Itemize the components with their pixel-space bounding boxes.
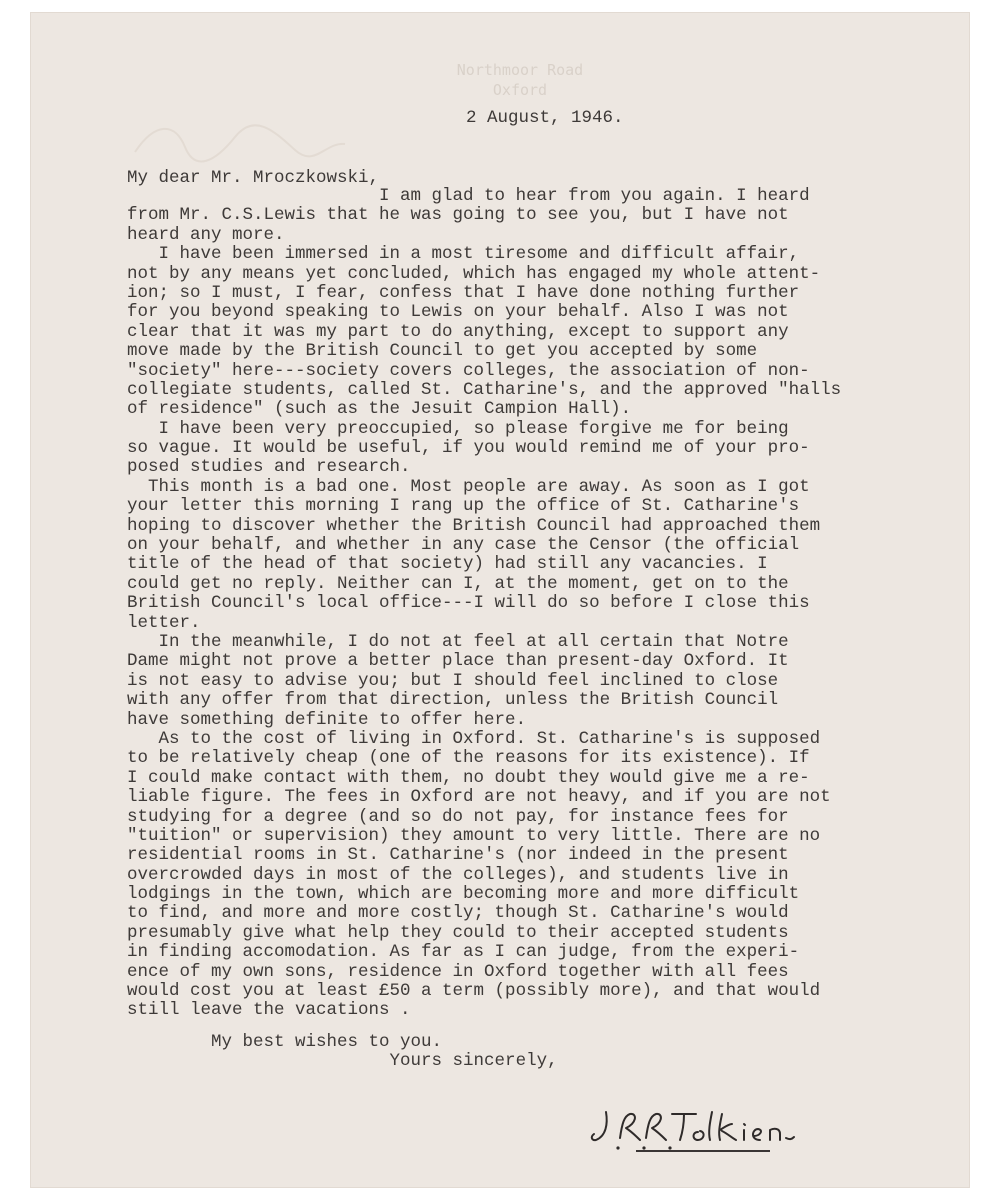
body-line: clear that it was my part to do anything, except to support any <box>127 321 789 342</box>
body-line: of residence" (such as the Jesuit Campion Hall). <box>127 399 632 420</box>
letterhead-line-2: Oxford <box>492 81 548 99</box>
body-line: studying for a degree (and so do not pay, for instance fees for <box>127 806 789 827</box>
body-line: liable figure. The fees in Oxford are not heavy, and if you are not <box>127 787 831 808</box>
body-line: I have been very preoccupied, so please forgive me for being <box>127 418 789 439</box>
body-line: is not easy to advise you; but I should feel inclined to close <box>127 670 779 691</box>
body-line: move made by the British Council to get you accepted by some <box>127 341 758 362</box>
body-line: lodgings in the town, which are becoming more and more difficult <box>127 884 800 905</box>
letter-body <box>127 187 841 1021</box>
body-line: could get no reply. Neither can I, at the moment, get on to the <box>127 573 789 594</box>
body-line: I could make contact with them, no doubt they would give me a re- <box>127 767 810 788</box>
body-line: This month is a bad one. Most people are away. As soon as I got <box>127 476 810 497</box>
body-line: hoping to discover whether the British Council had approached them <box>127 515 821 536</box>
body-line: ence of my own sons, residence in Oxford together with all fees <box>127 961 789 982</box>
closing-block <box>127 1033 558 1072</box>
body-line: not by any means yet concluded, which has engaged my whole attent- <box>127 263 821 284</box>
body-line: still leave the vacations . <box>127 1000 411 1021</box>
body-line: title of the head of that society) had still any vacancies. I <box>127 554 768 575</box>
body-line: would cost you at least £50 a term (possibly more), and that would <box>127 981 821 1002</box>
body-line: to find, and more and more costly; though St. Catharine's would <box>127 903 789 924</box>
body-line: "society" here---society covers colleges, the association of non- <box>127 360 810 381</box>
body-line: British Council's local office---I will do so before I close this <box>127 593 810 614</box>
body-line: "tuition" or supervision) they amount to very little. There are no <box>127 825 821 846</box>
body-line: with any offer from that direction, unless the British Council <box>127 690 779 711</box>
letter-date: 2 August, 1946. <box>466 108 624 128</box>
body-line: I have been immersed in a most tiresome and difficult affair, <box>127 244 800 265</box>
body-line: collegiate students, called St. Catharine's, and the approved "halls <box>127 379 842 400</box>
body-line: ion; so I must, I fear, confess that I have done nothing further <box>127 282 800 303</box>
yours-sincerely: Yours sincerely, <box>127 1051 558 1072</box>
body-line: presumably give what help they could to their accepted students <box>127 922 789 943</box>
body-line: As to the cost of living in Oxford. St. Catharine's is supposed <box>127 728 821 749</box>
letterhead-line-1: Northmoor Road <box>456 61 584 79</box>
faded-signature-mark <box>125 112 355 172</box>
body-line: Dame might not prove a better place than present-day Oxford. It <box>127 651 789 672</box>
body-line: residential rooms in St. Catharine's (nor indeed in the present <box>127 845 789 866</box>
body-line: overcrowded days in most of the colleges), and students live in <box>127 864 789 885</box>
body-line: In the meanwhile, I do not at feel at all certain that Notre <box>127 631 789 652</box>
body-line: letter. <box>127 612 201 633</box>
best-wishes: My best wishes to you. <box>127 1032 443 1052</box>
signature-underline <box>636 1150 770 1152</box>
body-line: so vague. It would be useful, if you would remind me of your pro- <box>127 438 810 459</box>
body-line: from Mr. C.S.Lewis that he was going to see you, but I have not <box>127 205 789 226</box>
body-line: on your behalf, and whether in any case the Censor (the official <box>127 535 800 556</box>
body-line: have something definite to offer here. <box>127 709 527 730</box>
body-line: I am glad to hear from you again. I heard <box>127 186 810 206</box>
body-line: in finding accomodation. As far as I can judge, from the experi- <box>127 942 800 963</box>
body-line: to be relatively cheap (one of the reasons for its existence). If <box>127 748 810 769</box>
body-line: your letter this morning I rang up the office of St. Catharine's <box>127 496 800 517</box>
letterhead <box>420 60 620 100</box>
body-line: heard any more. <box>127 224 285 245</box>
salutation: My dear Mr. Mroczkowski, <box>127 168 380 188</box>
body-line: posed studies and research. <box>127 457 411 478</box>
signature <box>588 1104 808 1164</box>
body-line: for you beyond speaking to Lewis on your behalf. Also I was not <box>127 302 789 323</box>
